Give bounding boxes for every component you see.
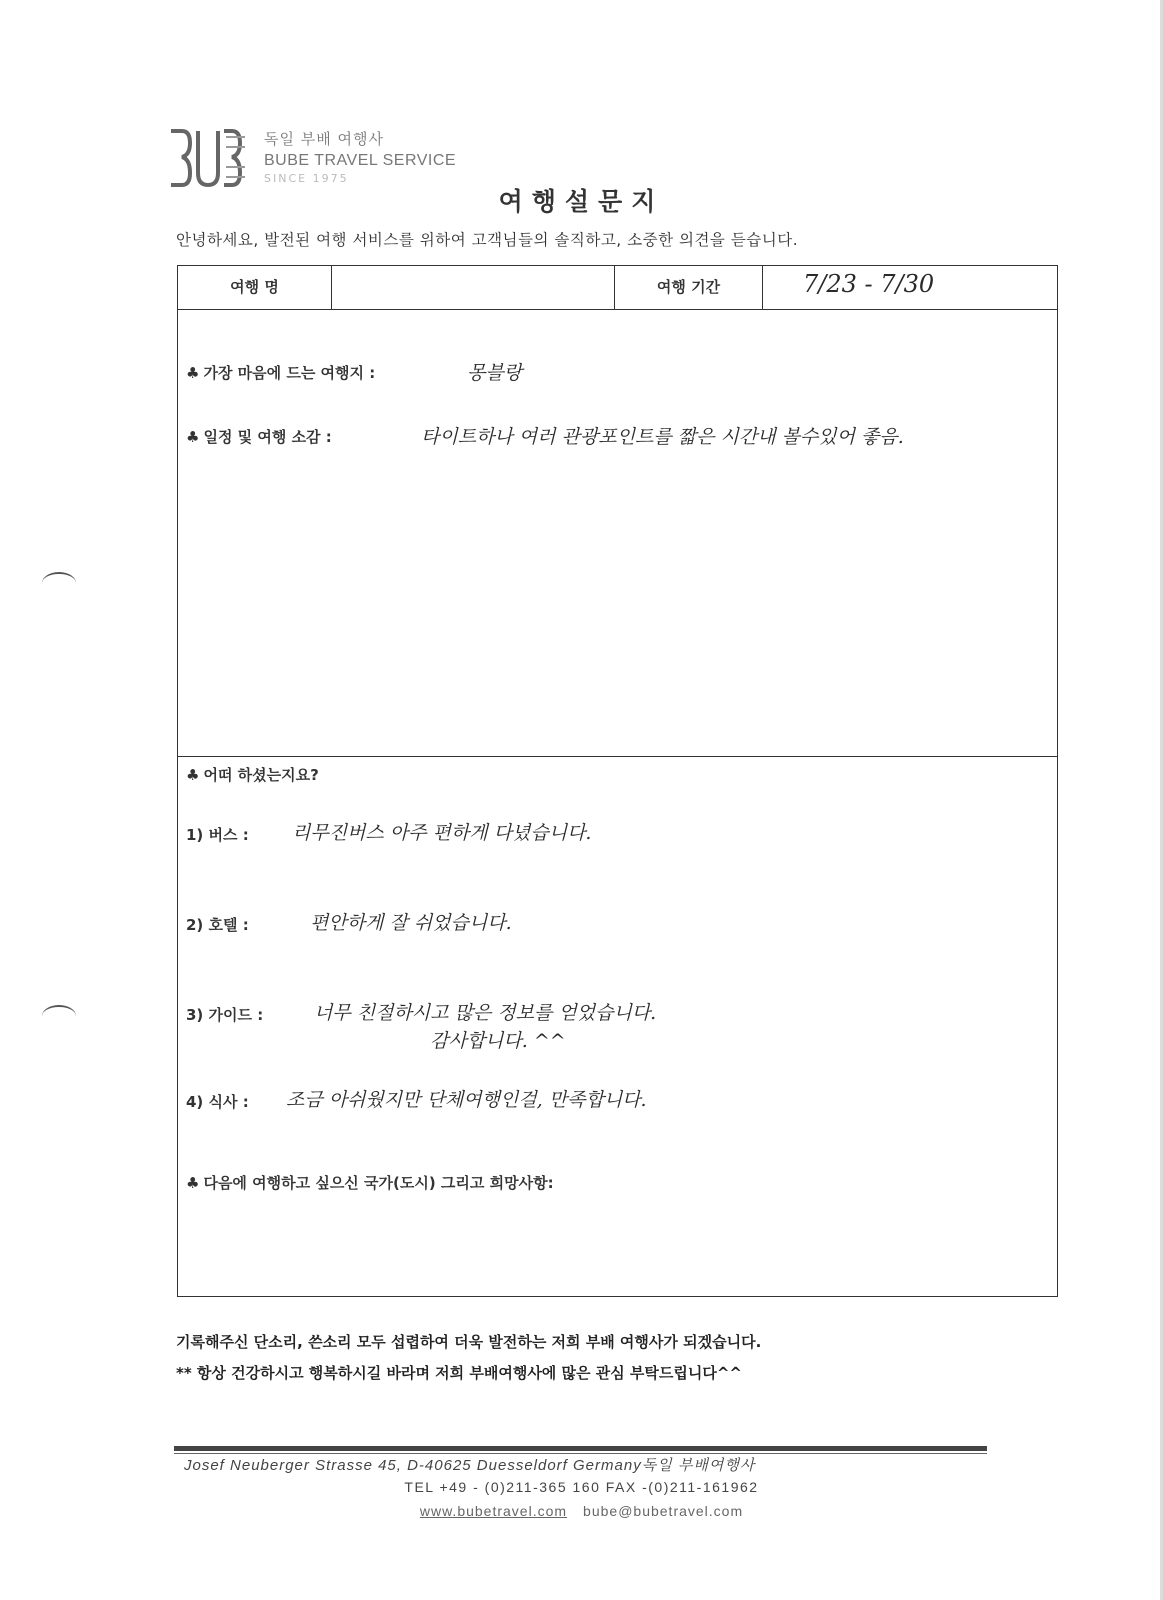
intro-text: 안녕하세요, 발전된 여행 서비스를 위하여 고객님들의 솔직하고, 소중한 의견을 듣습니다. (176, 231, 799, 249)
guide-answer-line2[interactable]: 감사합니다. ^^ (430, 1030, 566, 1052)
website-link[interactable]: www.bubetravel.com (419, 1503, 568, 1519)
bus-answer[interactable]: 리무진버스 아주 편하게 다녔습니다. (292, 822, 592, 844)
footer-web (0, 1503, 1163, 1519)
club-icon: ♣ (186, 766, 200, 784)
how-label: 어떠 하셨는지요? (203, 766, 319, 784)
logo-text (264, 128, 456, 185)
logo-name-en: BUBE TRAVEL SERVICE (264, 152, 457, 169)
punch-hole-mark (42, 572, 76, 594)
survey-form (177, 265, 1058, 1297)
trip-name-field[interactable] (332, 266, 615, 309)
how-question (186, 764, 319, 785)
bus-label: 1) 버스 : (186, 826, 249, 844)
next-trip-question (186, 1172, 554, 1193)
bube-logo-icon (168, 127, 246, 189)
guide-label: 3) 가이드 : (186, 1006, 264, 1024)
favorite-label: 가장 마음에 드는 여행지 : (203, 364, 376, 382)
section-divider (178, 756, 1057, 757)
meal-answer[interactable]: 조금 아쉬웠지만 단체여행인걸, 만족합니다. (286, 1089, 647, 1111)
footer-address: Josef Neuberger Strasse 45, D-40625 Duesseldorf Germany독일 부배여행사 (184, 1457, 756, 1474)
period-value: 7/23 - 7/30 (803, 270, 935, 298)
club-icon: ♣ (186, 428, 200, 446)
favorite-question (186, 362, 375, 383)
punch-hole-mark (42, 1005, 76, 1027)
logo-since: SINCE 1975 (264, 172, 349, 185)
footer-tel-fax: TEL +49 - (0)211-365 160 FAX -(0)211-161962 (404, 1479, 759, 1495)
period-label-cell (615, 266, 763, 309)
closing-message (176, 1327, 761, 1389)
favorite-answer[interactable]: 몽블랑 (467, 362, 523, 384)
period-field[interactable] (763, 266, 1057, 309)
footer-rule (174, 1446, 987, 1451)
impression-label: 일정 및 여행 소감 : (203, 428, 332, 446)
email-text[interactable]: bube@bubetravel.com (583, 1503, 744, 1519)
guide-answer-line1[interactable]: 너무 친절하시고 많은 정보를 얻었습니다. (314, 1002, 657, 1024)
closing-line-2: ** 항상 건강하시고 행복하시길 바라며 저희 부배여행사에 많은 관심 부탁드립니다^^ (176, 1364, 742, 1382)
meal-label: 4) 식사 : (186, 1093, 249, 1111)
closing-line-1: 기록해주신 단소리, 쓴소리 모두 섭렵하여 더욱 발전하는 저희 부배 여행사가 되겠습니다. (176, 1333, 762, 1351)
next-trip-label: 다음에 여행하고 싶으신 국가(도시) 그리고 희망사항: (203, 1174, 554, 1192)
club-icon: ♣ (186, 1174, 200, 1192)
hotel-answer[interactable]: 편안하게 잘 쉬었습니다. (310, 912, 512, 934)
club-icon: ♣ (186, 364, 200, 382)
page-title: 여행설문지 (498, 187, 665, 216)
impression-answer[interactable]: 타이트하나 여러 관광포인트를 짧은 시간내 볼수있어 좋음. (421, 426, 904, 448)
period-label: 여행 기간 (656, 278, 721, 296)
impression-question (186, 426, 332, 447)
trip-name-label-cell (178, 266, 332, 309)
logo-name-ko: 독일 부배 여행사 (264, 130, 384, 148)
hotel-label: 2) 호텔 : (186, 916, 249, 934)
trip-name-label: 여행 명 (230, 278, 279, 296)
survey-header-row (178, 266, 1057, 310)
